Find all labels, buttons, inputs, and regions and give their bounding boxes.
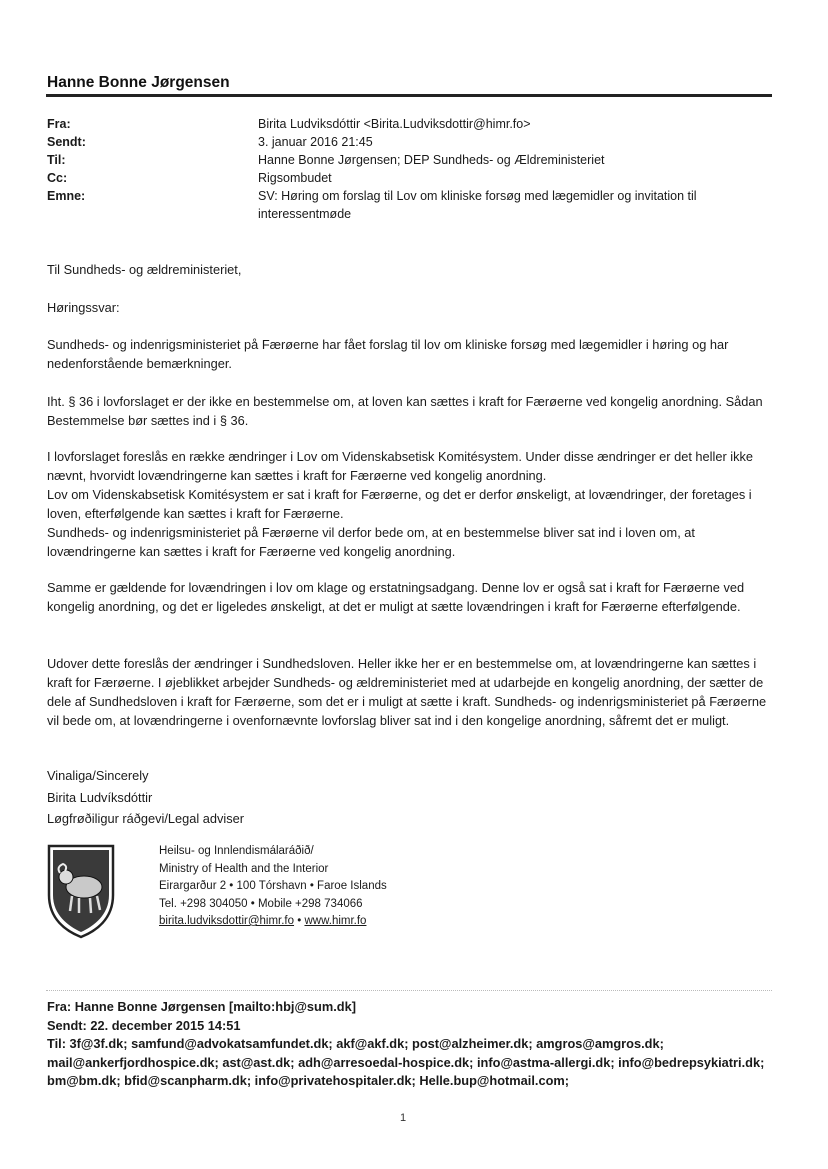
link-separator: • bbox=[297, 915, 302, 927]
body-paragraph: Sundheds- og indenrigsministeriet på Færøerne har fået forslag til lov om kliniske forsøg med lægemidler i høring og har nedenforstående bemærkninger. bbox=[47, 337, 729, 371]
header-value: Birita Ludviksdóttir <Birita.Ludviksdottir@himr.fo> bbox=[258, 117, 531, 131]
body-paragraph: Samme er gældende for lovændringen i lov om klage og erstatningsadgang. Denne lov er også sat i kraft for Færøerne ved kongelig anordning, og det er ligeledes ønskeligt, at det er muligt at sætte lovændringen i kraft for Færøerne efterfølgende. bbox=[47, 580, 745, 614]
org-address: Eirargarður 2 • 100 Tórshavn • Faroe Islands bbox=[159, 880, 387, 892]
body-paragraph: Iht. § 36 i lovforslaget er der ikke en bestemmelse om, at loven kan sættes i kraft for Færøerne ved kongelig anordning. Sådan Bestemmelse bør sættes ind i § 36. bbox=[47, 394, 763, 428]
header-row-cc bbox=[47, 169, 772, 187]
forwarded-to bbox=[47, 1035, 777, 1091]
org-name-english: Ministry of Health and the Interior bbox=[159, 862, 329, 875]
title-rule bbox=[46, 94, 772, 97]
sender-title: Hanne Bonne Jørgensen bbox=[47, 74, 230, 91]
email-link[interactable]: birita.ludviksdottir@himr.fo bbox=[159, 915, 295, 927]
header-value: SV: Høring om forslag til Lov om kliniske forsøg med lægemidler og invitation til interessentmøde bbox=[258, 189, 697, 221]
website-link[interactable]: www.himr.fo bbox=[304, 915, 367, 927]
header-value: Hanne Bonne Jørgensen; DEP Sundheds- og Ældreministeriet bbox=[258, 153, 605, 167]
header-row-from bbox=[47, 115, 772, 133]
page-number: 1 bbox=[400, 1112, 407, 1124]
subtitle: Høringssvar: bbox=[47, 300, 120, 315]
org-phone: Tel. +298 304050 • Mobile +298 734066 bbox=[159, 897, 363, 910]
header-label: Fra: bbox=[47, 117, 71, 131]
header-value: Rigsombudet bbox=[258, 171, 332, 185]
body-paragraph: Lov om Videnskabsetisk Komitésystem er sat i kraft for Færøerne, og det er derfor ønskeligt, at lovændringer, der foretages i loven, efterfølgende kan sættes i kraft for Færøerne. bbox=[47, 487, 752, 521]
header-row-to bbox=[47, 151, 772, 169]
body-paragraph: Udover dette foreslås der ændringer i Sundhedsloven. Heller ikke her er en bestemmelse om, at lovændringerne kan sættes i kraft for Færøerne. I øjeblikket arbejder Sundheds- og ældreministeriet med at udarbejde en kongelig anordning, der sætter de dele af Sundhedsloven i kraft for Færøerne, som det er i muligt at sætte i kraft. Sundheds- og indenrigsministeriet på Færøerne vil bede om, at lovændringerne i ovenfornævnte lovforslag bliver sat ind i den kongelige anordning, såfremt det er muligt. bbox=[47, 656, 767, 728]
body-paragraph: I lovforslaget foreslås en række ændringer i Lov om Videnskabsetisk Komitésystem. Under disse ændringer er det heller ikke nævnt, hvorvidt lovændringerne kan sættes i kraft for Færøerne ved kongelig anordning. bbox=[47, 449, 754, 483]
header-label: Til: bbox=[47, 153, 66, 167]
faroe-ram-coat-of-arms-icon bbox=[46, 843, 116, 939]
header-label: Emne: bbox=[47, 189, 86, 203]
org-name-faroese: Heilsu- og Innlendismálaráðið/ bbox=[159, 845, 314, 857]
forwarded-to-value: 3f@3f.dk; samfund@advokatsamfundet.dk; akf@akf.dk; post@alzheimer.dk; amgros@amgros.dk; mail@ankerfjordhospice.dk; ast@ast.dk; adh@arresoedal-hospice.dk; info@astma-allergi.dk; info@bedrepsykiatri.dk; bm@bm.dk; bfid@scanpharm.dk; info@privatehospitaler.dk; Helle.bup@hotmail.com; bbox=[47, 1036, 765, 1088]
organization-info bbox=[159, 843, 387, 931]
forwarded-from bbox=[47, 998, 777, 1017]
forwarded-from-value: Hanne Bonne Jørgensen [mailto:hbj@sum.dk] bbox=[74, 999, 356, 1014]
forwarded-sent-value: 22. december 2015 14:51 bbox=[90, 1017, 241, 1033]
header-value: 3. januar 2016 21:45 bbox=[258, 135, 373, 149]
contact-links bbox=[159, 913, 387, 931]
signature-name: Birita Ludvíksdóttir bbox=[47, 790, 153, 805]
signature-role: Løgfrøðiligur ráðgevi/Legal adviser bbox=[47, 811, 245, 826]
forwarded-from-label: Fra: bbox=[47, 999, 72, 1014]
forwarded-sent bbox=[47, 1017, 777, 1036]
forwarded-sent-label: Sendt: bbox=[47, 1017, 87, 1033]
greeting: Til Sundheds- og ældreministeriet, bbox=[47, 262, 242, 277]
header-row-sent bbox=[47, 133, 772, 151]
body-paragraph: Sundheds- og indenrigsministeriet på Færøerne vil derfor bede om, at en bestemmelse bliver sat ind i loven om, at lovændringerne kan sættes i kraft for Færøerne ved kongelig anordning. bbox=[47, 525, 695, 559]
forwarded-header bbox=[47, 998, 777, 1091]
header-row-subject bbox=[47, 187, 772, 223]
header-label: Sendt: bbox=[47, 135, 86, 149]
header-label: Cc: bbox=[47, 171, 68, 185]
divider bbox=[46, 990, 772, 991]
closing: Vinaliga/Sincerely bbox=[47, 768, 149, 783]
forwarded-to-label: Til: bbox=[47, 1036, 66, 1051]
email-header bbox=[47, 115, 772, 223]
